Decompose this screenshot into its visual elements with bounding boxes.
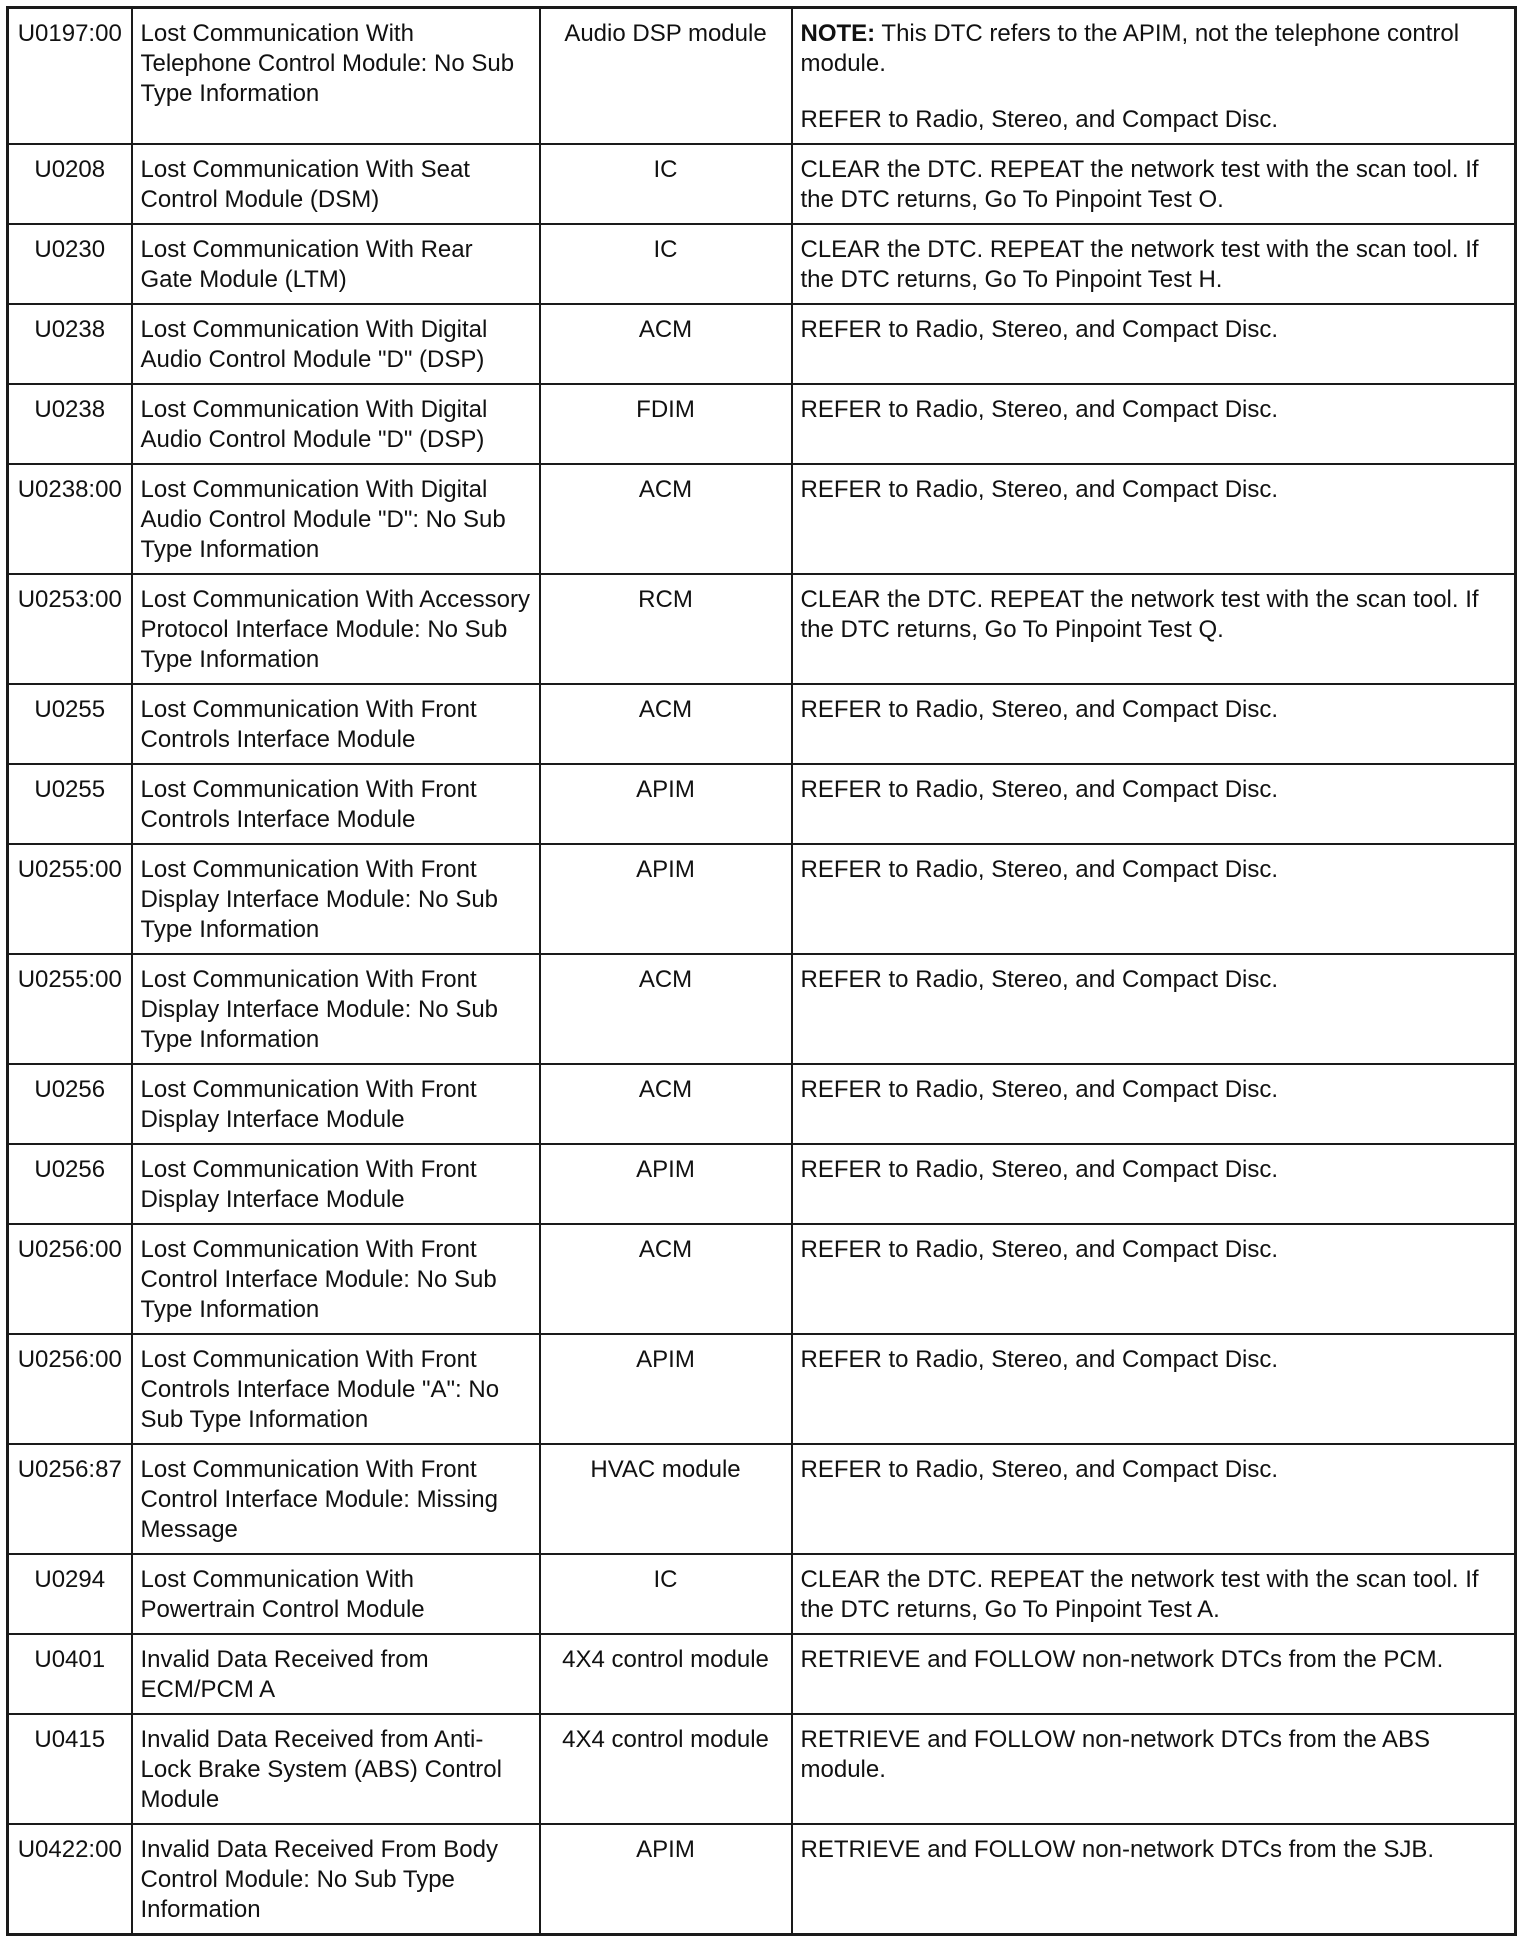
dtc-action: REFER to Radio, Stereo, and Compact Disc. bbox=[792, 954, 1516, 1064]
dtc-action: CLEAR the DTC. REPEAT the network test with the scan tool. If the DTC returns, Go To Pinpoint Test O. bbox=[792, 144, 1516, 224]
table-row bbox=[8, 574, 1516, 684]
dtc-code: U0415 bbox=[8, 1714, 132, 1824]
table-row bbox=[8, 1444, 1516, 1554]
dtc-code: U0294 bbox=[8, 1554, 132, 1634]
dtc-code: U0238:00 bbox=[8, 464, 132, 574]
dtc-code: U0238 bbox=[8, 384, 132, 464]
dtc-action: REFER to Radio, Stereo, and Compact Disc. bbox=[792, 1064, 1516, 1144]
dtc-module: APIM bbox=[540, 1824, 792, 1935]
dtc-code: U0253:00 bbox=[8, 574, 132, 684]
dtc-module: ACM bbox=[540, 684, 792, 764]
note-label: NOTE: bbox=[800, 20, 876, 47]
dtc-module: ACM bbox=[540, 1064, 792, 1144]
dtc-code: U0256:00 bbox=[8, 1224, 132, 1334]
action-text: REFER to Radio, Stereo, and Compact Disc. bbox=[800, 106, 1279, 133]
dtc-action: CLEAR the DTC. REPEAT the network test with the scan tool. If the DTC returns, Go To Pinpoint Test H. bbox=[792, 224, 1516, 304]
dtc-action: RETRIEVE and FOLLOW non-network DTCs from the SJB. bbox=[792, 1824, 1516, 1935]
dtc-description: Lost Communication With Front Display Interface Module: No Sub Type Information bbox=[132, 954, 540, 1064]
dtc-description: Lost Communication With Powertrain Control Module bbox=[132, 1554, 540, 1634]
dtc-code: U0256 bbox=[8, 1064, 132, 1144]
dtc-description: Lost Communication With Front Display Interface Module: No Sub Type Information bbox=[132, 844, 540, 954]
dtc-code: U0255:00 bbox=[8, 954, 132, 1064]
dtc-action: RETRIEVE and FOLLOW non-network DTCs from the PCM. bbox=[792, 1634, 1516, 1714]
dtc-module: HVAC module bbox=[540, 1444, 792, 1554]
dtc-description: Lost Communication With Front Controls Interface Module bbox=[132, 764, 540, 844]
dtc-module: FDIM bbox=[540, 384, 792, 464]
dtc-module: RCM bbox=[540, 574, 792, 684]
dtc-action: REFER to Radio, Stereo, and Compact Disc. bbox=[792, 684, 1516, 764]
dtc-description: Invalid Data Received from ECM/PCM A bbox=[132, 1634, 540, 1714]
dtc-action: REFER to Radio, Stereo, and Compact Disc. bbox=[792, 1144, 1516, 1224]
dtc-module: IC bbox=[540, 144, 792, 224]
dtc-module: APIM bbox=[540, 1334, 792, 1444]
dtc-action: REFER to Radio, Stereo, and Compact Disc. bbox=[792, 464, 1516, 574]
dtc-description: Lost Communication With Front Display Interface Module bbox=[132, 1144, 540, 1224]
dtc-module: APIM bbox=[540, 1144, 792, 1224]
dtc-action bbox=[792, 8, 1516, 145]
dtc-module: ACM bbox=[540, 954, 792, 1064]
dtc-code: U0256:00 bbox=[8, 1334, 132, 1444]
dtc-module: Audio DSP module bbox=[540, 8, 792, 145]
table-row bbox=[8, 954, 1516, 1064]
dtc-action: CLEAR the DTC. REPEAT the network test with the scan tool. If the DTC returns, Go To Pinpoint Test A. bbox=[792, 1554, 1516, 1634]
dtc-code: U0197:00 bbox=[8, 8, 132, 145]
dtc-code: U0401 bbox=[8, 1634, 132, 1714]
table-row bbox=[8, 464, 1516, 574]
dtc-module: IC bbox=[540, 1554, 792, 1634]
dtc-module: 4X4 control module bbox=[540, 1714, 792, 1824]
table-row bbox=[8, 384, 1516, 464]
table-row bbox=[8, 224, 1516, 304]
dtc-description: Lost Communication With Front Control Interface Module: Missing Message bbox=[132, 1444, 540, 1554]
dtc-description: Invalid Data Received from Anti-Lock Brake System (ABS) Control Module bbox=[132, 1714, 540, 1824]
dtc-module: APIM bbox=[540, 844, 792, 954]
note-text: This DTC refers to the APIM, not the telephone control module. bbox=[800, 20, 1460, 77]
dtc-description: Lost Communication With Seat Control Module (DSM) bbox=[132, 144, 540, 224]
dtc-code: U0238 bbox=[8, 304, 132, 384]
dtc-description: Lost Communication With Front Display Interface Module bbox=[132, 1064, 540, 1144]
table-row bbox=[8, 1144, 1516, 1224]
table-row bbox=[8, 1224, 1516, 1334]
table-row bbox=[8, 684, 1516, 764]
dtc-code: U0230 bbox=[8, 224, 132, 304]
dtc-code: U0255:00 bbox=[8, 844, 132, 954]
dtc-module: ACM bbox=[540, 1224, 792, 1334]
table-row bbox=[8, 1064, 1516, 1144]
dtc-action: REFER to Radio, Stereo, and Compact Disc. bbox=[792, 764, 1516, 844]
dtc-description: Lost Communication With Accessory Protocol Interface Module: No Sub Type Information bbox=[132, 574, 540, 684]
dtc-description: Lost Communication With Front Control Interface Module: No Sub Type Information bbox=[132, 1224, 540, 1334]
dtc-table bbox=[6, 6, 1517, 1936]
dtc-description: Lost Communication With Digital Audio Control Module "D" (DSP) bbox=[132, 384, 540, 464]
dtc-action: REFER to Radio, Stereo, and Compact Disc. bbox=[792, 1224, 1516, 1334]
dtc-action: REFER to Radio, Stereo, and Compact Disc. bbox=[792, 304, 1516, 384]
dtc-description: Lost Communication With Rear Gate Module (LTM) bbox=[132, 224, 540, 304]
table-row bbox=[8, 844, 1516, 954]
dtc-module: 4X4 control module bbox=[540, 1634, 792, 1714]
dtc-code: U0256 bbox=[8, 1144, 132, 1224]
dtc-module: ACM bbox=[540, 464, 792, 574]
dtc-page bbox=[6, 6, 1514, 1936]
table-row bbox=[8, 1334, 1516, 1444]
dtc-description: Lost Communication With Digital Audio Control Module "D": No Sub Type Information bbox=[132, 464, 540, 574]
table-row bbox=[8, 1554, 1516, 1634]
table-row bbox=[8, 8, 1516, 145]
dtc-module: IC bbox=[540, 224, 792, 304]
dtc-action: REFER to Radio, Stereo, and Compact Disc. bbox=[792, 844, 1516, 954]
table-row bbox=[8, 1824, 1516, 1935]
dtc-action: REFER to Radio, Stereo, and Compact Disc. bbox=[792, 1334, 1516, 1444]
dtc-module: APIM bbox=[540, 764, 792, 844]
dtc-action: REFER to Radio, Stereo, and Compact Disc. bbox=[792, 384, 1516, 464]
dtc-code: U0422:00 bbox=[8, 1824, 132, 1935]
dtc-description: Lost Communication With Telephone Control Module: No Sub Type Information bbox=[132, 8, 540, 145]
dtc-code: U0255 bbox=[8, 684, 132, 764]
dtc-code: U0255 bbox=[8, 764, 132, 844]
dtc-description: Lost Communication With Front Controls Interface Module bbox=[132, 684, 540, 764]
dtc-code: U0208 bbox=[8, 144, 132, 224]
dtc-action: RETRIEVE and FOLLOW non-network DTCs from the ABS module. bbox=[792, 1714, 1516, 1824]
dtc-description: Invalid Data Received From Body Control Module: No Sub Type Information bbox=[132, 1824, 540, 1935]
table-row bbox=[8, 764, 1516, 844]
table-row bbox=[8, 1714, 1516, 1824]
table-row bbox=[8, 1634, 1516, 1714]
dtc-description: Lost Communication With Digital Audio Control Module "D" (DSP) bbox=[132, 304, 540, 384]
table-row bbox=[8, 144, 1516, 224]
dtc-module: ACM bbox=[540, 304, 792, 384]
table-row bbox=[8, 304, 1516, 384]
dtc-description: Lost Communication With Front Controls Interface Module "A": No Sub Type Information bbox=[132, 1334, 540, 1444]
dtc-action: REFER to Radio, Stereo, and Compact Disc. bbox=[792, 1444, 1516, 1554]
dtc-action: CLEAR the DTC. REPEAT the network test with the scan tool. If the DTC returns, Go To Pinpoint Test Q. bbox=[792, 574, 1516, 684]
dtc-code: U0256:87 bbox=[8, 1444, 132, 1554]
